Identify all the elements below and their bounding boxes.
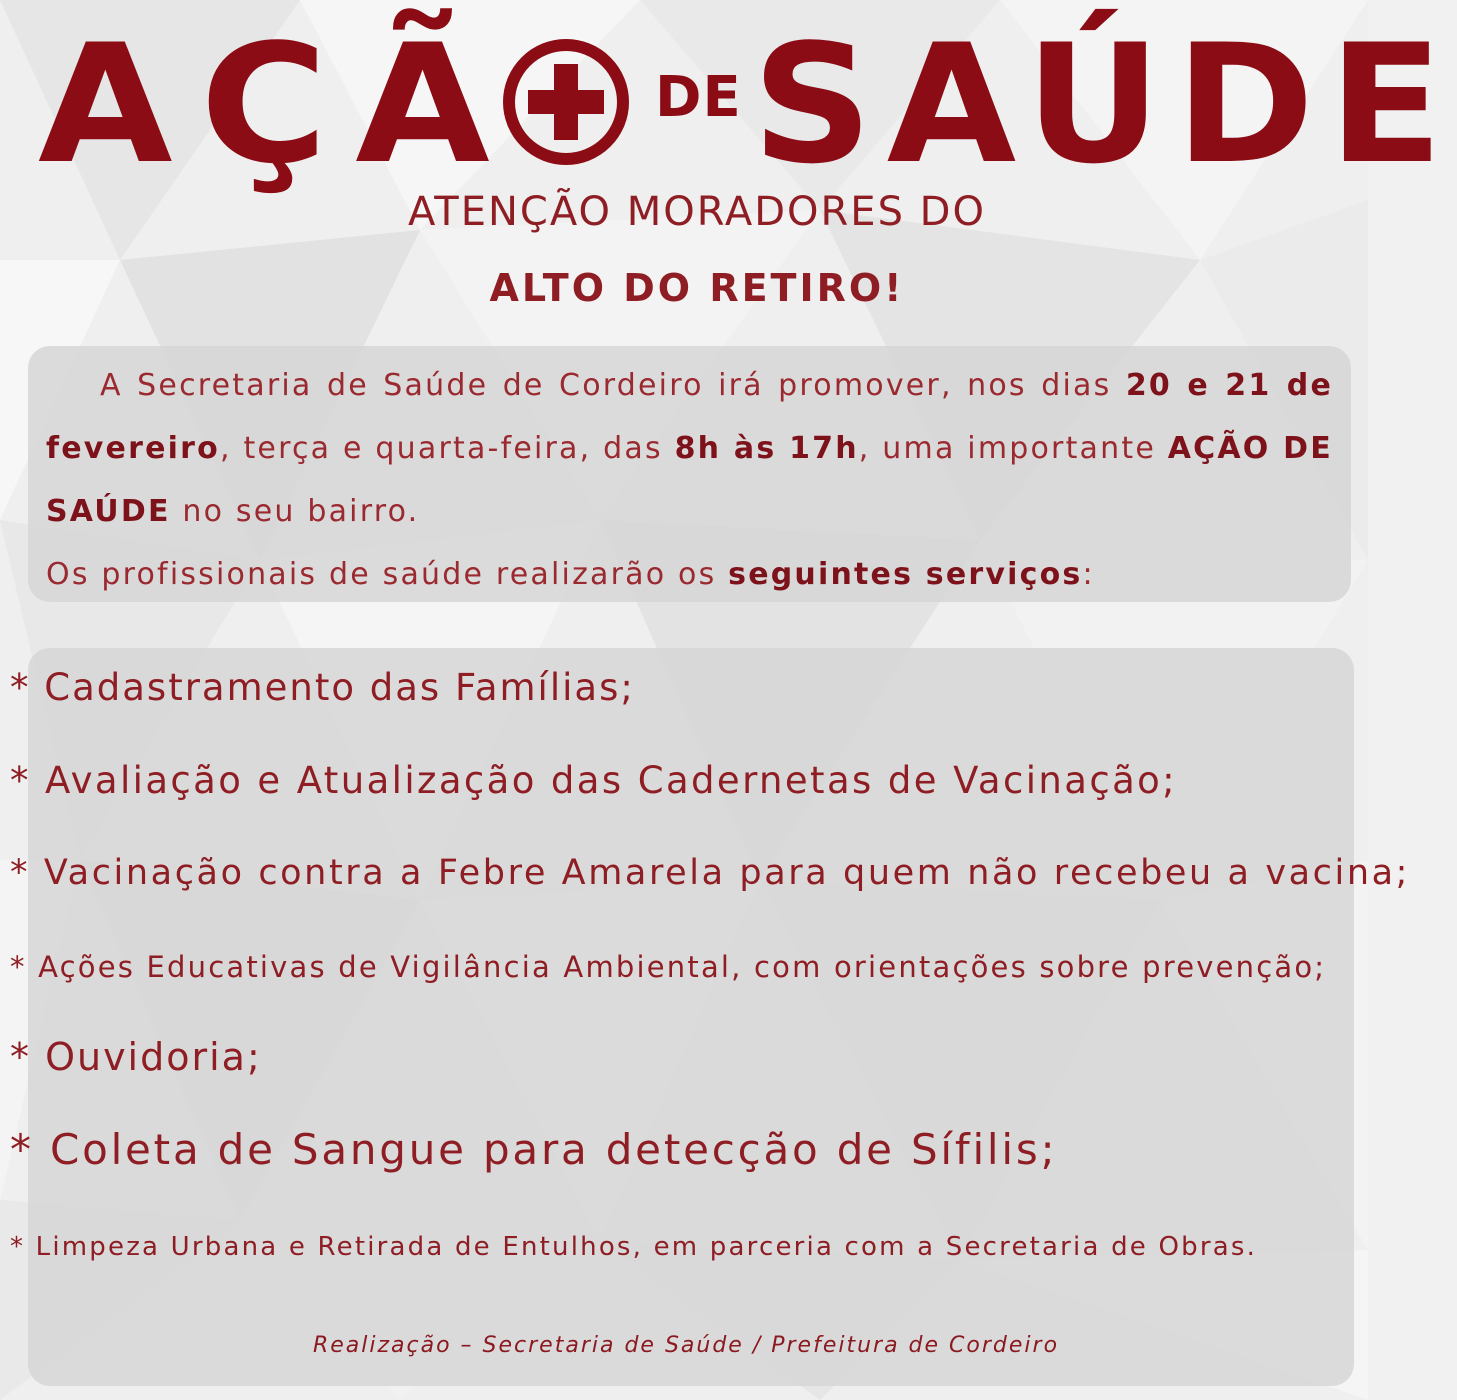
service-item-yellow-fever-vaccine: * Vacinação contra a Febre Amarela para quem não recebeu a vacina; [10,853,1411,893]
event-hours: 8h às 17h [674,431,859,466]
intro-box [28,346,1351,602]
lead-in-text-a: Os profissionais de saúde realizarão os [46,557,729,592]
intro-text-a: A Secretaria de Saúde de Cordeiro irá promover, nos dias [100,368,1126,403]
services-emphasis: seguintes serviços [728,557,1083,592]
neighborhood-name: ALTO DO RETIRO! [489,266,905,310]
title-acao: AÇÃ [38,9,518,200]
services-lead-in [46,543,1333,606]
event-dates: 20 e 21 de fevereiro [46,368,1334,466]
intro-text-b: , terça e quarta-feira, das [219,431,675,466]
title-saude: SAÚDE [752,9,1457,200]
intro-text-c: , uma importante [858,431,1168,466]
service-item-vaccination-records: * Avaliação e Atualização das Cadernetas de Vacinação; [10,759,1178,802]
lead-in-text-b: : [1082,557,1095,592]
service-item-syphilis-test: * Coleta de Sangue para detecção de Sífilis; [10,1125,1058,1174]
intro-paragraph [46,354,1333,543]
event-name: AÇÃO DE SAÚDE [46,431,1333,529]
poster-title [0,0,1457,200]
service-item-environmental-education: * Ações Educativas de Vigilância Ambiental, com orientações sobre prevenção; [10,950,1327,984]
footer-credits: Realização – Secretaria de Saúde / Prefeitura de Cordeiro [312,1333,1060,1358]
medical-cross-circle-icon [500,36,632,168]
title-connector-de: DE [655,65,742,130]
service-item-ombudsman: * Ouvidoria; [10,1035,262,1079]
intro-text-d: no seu bairro. [170,494,420,529]
audience-subtitle: ATENÇÃO MORADORES DO [408,189,986,235]
service-item-urban-cleaning: * Limpeza Urbana e Retirada de Entulhos, em parceria com a Secretaria de Obras. [10,1232,1258,1262]
service-item-family-registration: * Cadastramento das Famílias; [10,666,635,709]
